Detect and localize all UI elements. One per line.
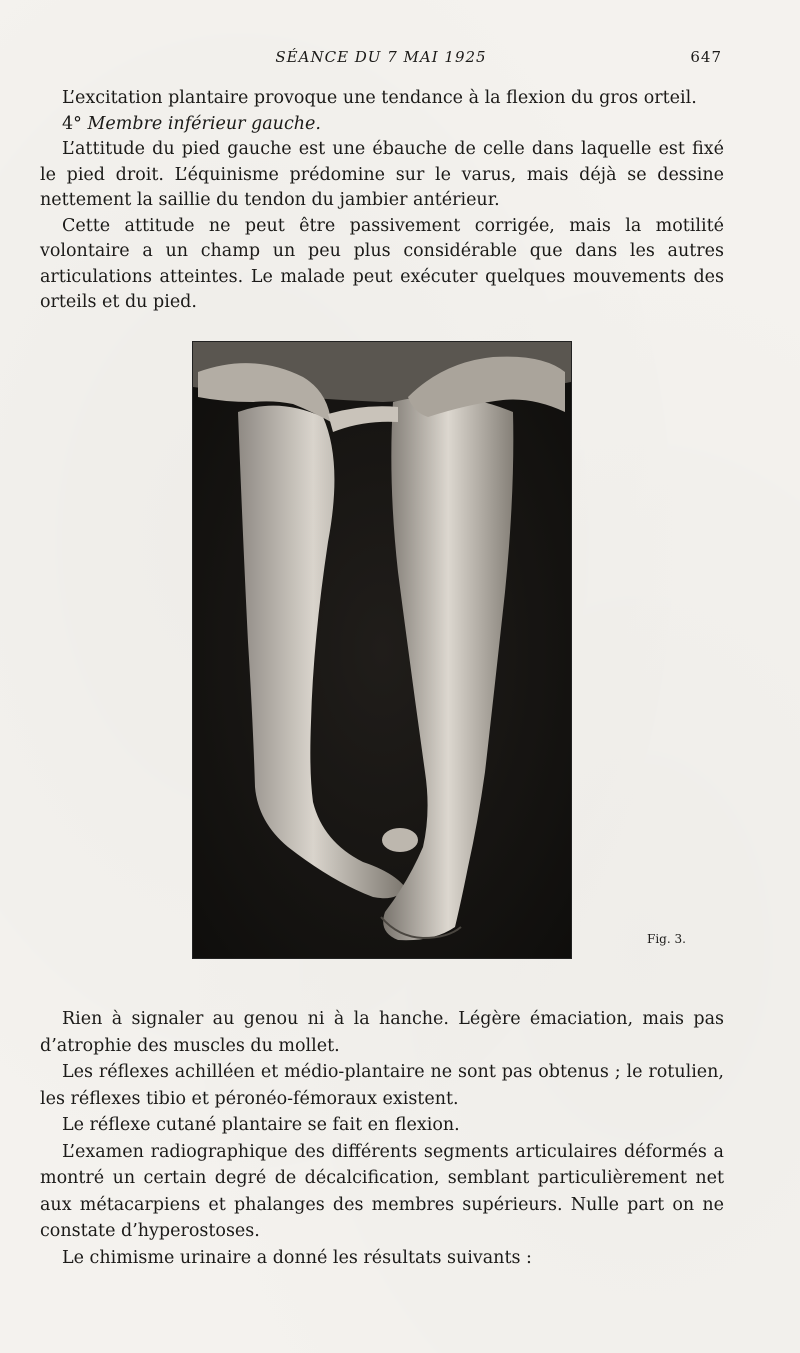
body-text-top [40,86,724,316]
running-header [40,48,722,70]
section-number: 4° [62,113,82,134]
paragraph: Cette attitude ne peut être passivement corrigée, mais la motilité volontaire a un champ un peu plus considérable que dans les autres articulations atteintes. Le malade peut exécuter quelques mouvements des orteils et du pied. [40,215,724,312]
paragraph: Le chimisme urinaire a donné les résultats suivants : [62,1247,532,1268]
paragraph: Les réflexes achilléen et médio-plantaire ne sont pas obtenus ; le rotulien, les réflexes tibio et péronéo-fémoraux existent. [40,1062,724,1109]
paragraph: Rien à signaler au genou ni à la hanche. Légère émaciation, mais pas d’atrophie des muscles du mollet. [40,1009,724,1056]
figure-caption: Fig. 3. [647,932,686,946]
legs-photograph [193,342,571,958]
page-number: 647 [690,48,722,66]
paragraph: L’examen radiographique des différents segments articulaires déformés a montré un certain degré de décalcification, semblant particulièrement net aux métacarpiens et phalanges des membres supérieurs. Nulle part on ne constate d’hyperostoses. [40,1141,724,1241]
paragraph: L’excitation plantaire provoque une tendance à la flexion du gros orteil. [62,88,697,108]
section-title: Membre inférieur gauche. [87,113,321,134]
paragraph: L’attitude du pied gauche est une ébauche de celle dans laquelle est fixé le pied droit. L’équinisme prédomine sur le varus, mais déjà se dessine nettement la saillie du tendon du jambier antérieur. [40,139,724,210]
paragraph: Le réflexe cutané plantaire se fait en flexion. [62,1115,460,1135]
body-text-bottom [40,1006,724,1271]
section-heading [40,112,724,138]
header-title: SÉANCE DU 7 MAI 1925 [275,48,487,66]
figure-photo-legs [193,342,571,958]
